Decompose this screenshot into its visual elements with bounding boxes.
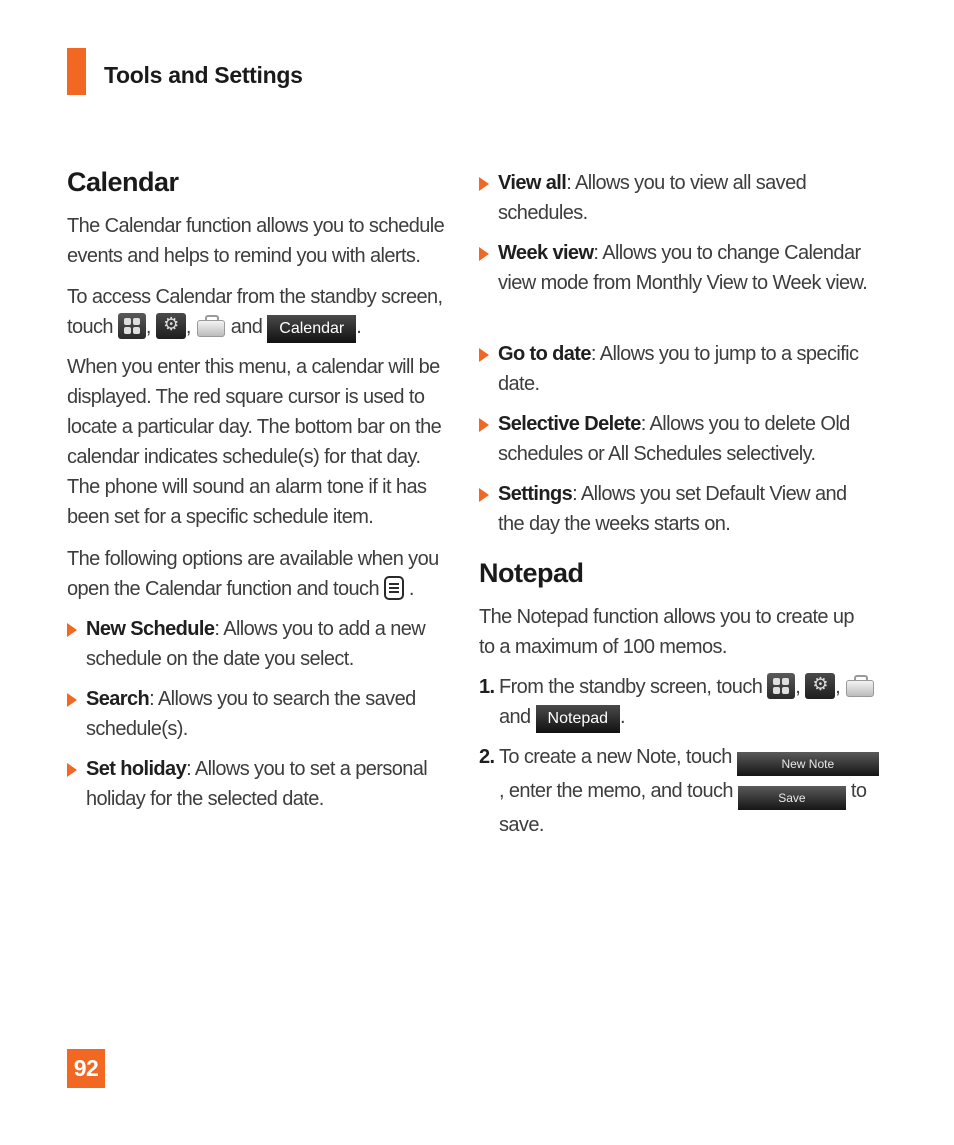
section-title: Tools and Settings [104, 62, 303, 88]
bullet-triangle-icon [67, 763, 77, 777]
step-number: 1. [479, 676, 495, 698]
bullet-triangle-icon [479, 348, 489, 362]
option-view-all: View all: Allows you to view all saved schedules. [479, 168, 873, 228]
option-go-to-date: Go to date: Allows you to jump to a specific date. [479, 339, 873, 399]
calendar-description: When you enter this menu, a calendar will be displayed. The red square cursor is used to locate a particular day. The bottom bar on the calendar indicates schedule(s) for that day. The phone will sound an alarm tone if it has been set for a specific schedule item. [67, 356, 442, 528]
calendar-options-intro [67, 544, 452, 604]
option-new-schedule: New Schedule: Allows you to add a new schedule on the date you select. [67, 614, 456, 674]
save-button: Save [738, 786, 846, 810]
option-week-view: Week view: Allows you to change Calendar view mode from Monthly View to Week view. [479, 238, 873, 298]
comma: , [795, 676, 801, 698]
step2-mid: , enter the memo, and touch [499, 780, 733, 802]
options-prefix: The following options are available when you open the Calendar function and touch [67, 548, 439, 600]
menu-grid-icon [767, 673, 795, 699]
menu-grid-icon [118, 313, 146, 339]
bullet-triangle-icon [67, 623, 77, 637]
step1-prefix: From the standby screen, touch [499, 676, 763, 698]
notepad-button: Notepad [536, 705, 621, 733]
and-text: and [499, 706, 531, 728]
calendar-heading: Calendar [67, 167, 179, 197]
calendar-button: Calendar [267, 315, 356, 343]
settings-gear-icon: ⚙ [805, 673, 835, 699]
notepad-step-2 [479, 742, 879, 840]
access-prefix: To access Calendar from the standby screen, touch [67, 286, 443, 338]
option-selective-delete: Selective Delete: Allows you to delete Old schedules or All Schedules selectively. [479, 409, 873, 469]
header-accent-bar [67, 48, 86, 95]
step2-prefix: To create a new Note, touch [499, 746, 732, 768]
option-set-holiday: Set holiday: Allows you to set a personal holiday for the selected date. [67, 754, 456, 814]
bullet-triangle-icon [479, 177, 489, 191]
bullet-triangle-icon [479, 488, 489, 502]
notepad-intro: The Notepad function allows you to create up to a maximum of 100 memos. [479, 606, 854, 658]
and-text: and [230, 316, 263, 338]
step2-suffix: to save. [499, 780, 867, 836]
comma: , [145, 316, 151, 338]
options-suffix: . [408, 578, 414, 600]
bullet-triangle-icon [479, 247, 489, 261]
option-settings: Settings: Allows you set Default View and the day the weeks starts on. [479, 479, 873, 539]
step-number: 2. [479, 746, 495, 768]
notepad-step-1 [479, 672, 879, 733]
comma: , [835, 676, 841, 698]
option-search: Search: Allows you to search the saved schedule(s). [67, 684, 456, 744]
access-suffix: . [356, 316, 362, 338]
tools-briefcase-icon [845, 674, 875, 698]
bullet-triangle-icon [67, 693, 77, 707]
step1-suffix: . [620, 706, 626, 728]
calendar-intro: The Calendar function allows you to schedule events and helps to remind you with alerts. [67, 215, 445, 267]
menu-list-icon [384, 576, 404, 600]
comma: , [185, 316, 191, 338]
calendar-access-instructions [67, 282, 452, 343]
settings-gear-icon: ⚙ [156, 313, 186, 339]
notepad-heading: Notepad [479, 558, 584, 588]
new-note-button: New Note [737, 752, 879, 776]
bullet-triangle-icon [479, 418, 489, 432]
tools-briefcase-icon [196, 314, 226, 338]
page-number: 92 [67, 1049, 105, 1088]
